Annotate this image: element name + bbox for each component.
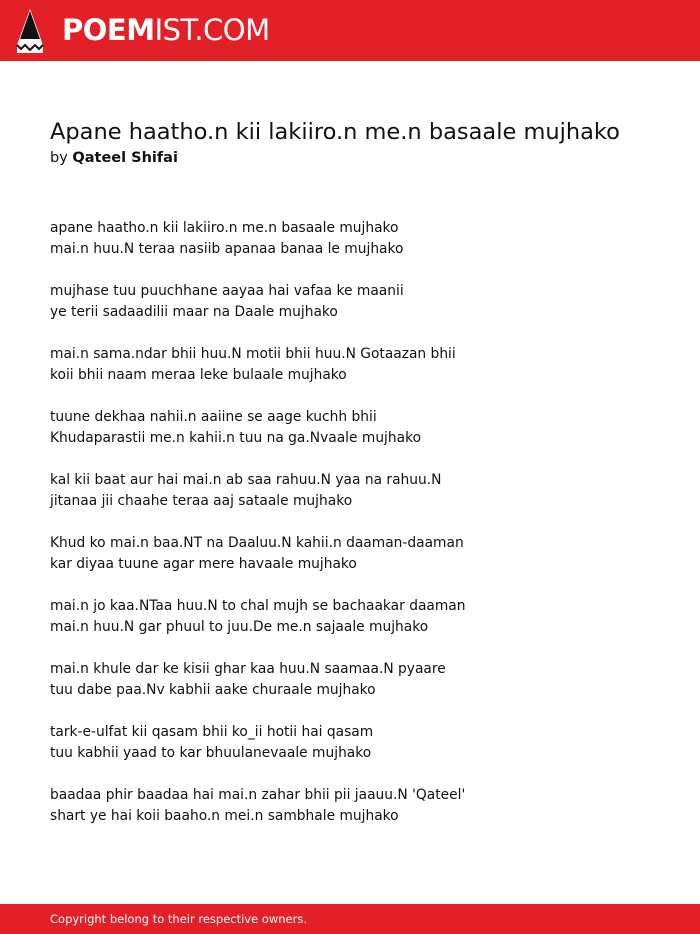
- poem-stanza: [50, 533, 670, 575]
- poem-stanza: [50, 722, 670, 764]
- poem-stanza: [50, 281, 670, 323]
- site-footer: [0, 904, 700, 934]
- poem-stanza: [50, 596, 670, 638]
- poem-line: kal kii baat aur hai mai.n ab saa rahuu.N yaa na rahuu.N: [50, 472, 442, 488]
- copyright-notice: Copyright belong to their respective owners.: [50, 912, 308, 926]
- poem-line: mai.n huu.N gar phuul to juu.De me.n sajaale mujhako: [50, 619, 429, 635]
- poem-line: mai.n khule dar ke kisii ghar kaa huu.N saamaa.N pyaare: [50, 661, 446, 677]
- poem-line: Khudaparastii me.n kahii.n tuu na ga.Nvaale mujhako: [50, 430, 422, 446]
- pencil-tip-icon: [16, 9, 44, 53]
- poem-line: tark-e-ulfat kii qasam bhii ko_ii hotii hai qasam: [50, 724, 374, 740]
- poem-line: baadaa phir baadaa hai mai.n zahar bhii pii jaauu.N 'Qateel': [50, 787, 466, 803]
- poem-stanza: [50, 470, 670, 512]
- poem-line: apane haatho.n kii lakiiro.n me.n basaale mujhako: [50, 220, 399, 236]
- poem-line: koii bhii naam meraa leke bulaale mujhako: [50, 367, 347, 383]
- poem-line: kar diyaa tuune agar mere havaale mujhako: [50, 556, 357, 572]
- poem-line: mujhase tuu puuchhane aayaa hai vafaa ke maanii: [50, 283, 404, 299]
- poem-line: jitanaa jii chaahe teraa aaj sataale mujhako: [50, 493, 353, 509]
- poem-title: Apane haatho.n kii lakiiro.n me.n basaale mujhako: [50, 119, 620, 145]
- poem-line: mai.n sama.ndar bhii huu.N motii bhii huu.N Gotaazan bhii: [50, 346, 456, 362]
- poem-stanza: [50, 785, 670, 827]
- poem-line: Khud ko mai.n baa.NT na Daaluu.N kahii.n daaman-daaman: [50, 535, 464, 551]
- poem-line: mai.n huu.N teraa nasiib apanaa banaa le mujhako: [50, 241, 404, 257]
- logo-light-part: IST.COM: [154, 13, 270, 47]
- poem-line: mai.n jo kaa.NTaa huu.N to chal mujh se bachaakar daaman: [50, 598, 466, 614]
- poem-line: shart ye hai koii baaho.n mei.n sambhale mujhako: [50, 808, 399, 824]
- poem-line: tuune dekhaa nahii.n aaiine se aage kuchh bhii: [50, 409, 377, 425]
- poem-stanza: [50, 659, 670, 701]
- poem-stanza: [50, 407, 670, 449]
- poem-author: Qateel Shifai: [72, 150, 178, 166]
- poem-body: [50, 218, 670, 848]
- poem-byline: [50, 148, 178, 168]
- poem-line: tuu kabhii yaad to kar bhuulanevaale mujhako: [50, 745, 372, 761]
- site-header: [0, 0, 700, 61]
- poem-line: tuu dabe paa.Nv kabhii aake churaale mujhako: [50, 682, 376, 698]
- logo-bold-part: POEM: [62, 13, 155, 47]
- site-logo-text: [62, 12, 270, 48]
- poem-line: ye terii sadaadilii maar na Daale mujhako: [50, 304, 338, 320]
- poem-stanza: [50, 344, 670, 386]
- by-label: by: [50, 150, 68, 166]
- poem-stanza: [50, 218, 670, 260]
